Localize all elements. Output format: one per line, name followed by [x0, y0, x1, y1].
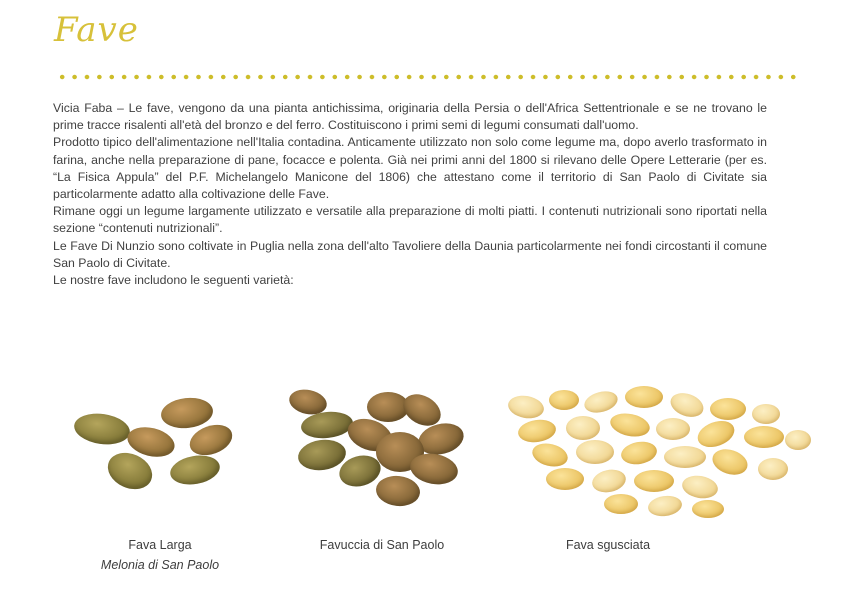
paragraph-varieties-intro: Le nostre fave includono le seguenti varietà: [53, 273, 294, 288]
body-text [53, 100, 767, 289]
caption-fava-sgusciata: Fava sgusciata [565, 538, 651, 552]
paragraph-cultivation: Le Fave Di Nunzio sono coltivate in Puglia nella zona dell'alto Tavoliere della Daunia particolarmente nei fondi circostanti il comune San Paolo di Civitate. [53, 238, 767, 270]
page-title: Fave [54, 10, 139, 50]
caption-fava-larga: Fava Larga [128, 538, 192, 552]
dotted-divider [56, 74, 800, 80]
paragraph-history: Prodotto tipico dell'alimentazione nell'Italia contadina. Anticamente utilizzato non solo come legume ma, dopo averlo trasformato in farina, anche nella preparazione di pane, focacce e polenta. Già nei primi anni del 1800 si rilevano delle Opere Letterarie (per es. “La Fisica Appula” del P.F. Michelangelo Manicone del 1806) che attestano come il territorio di San Paolo di Civitate sia particolarmente adatto alla coltivazione delle Fave. [53, 135, 767, 202]
paragraph-usage: Rimane oggi un legume largamente utilizzato e versatile alla preparazione di molti piatti. I contenuti nutrizionali sono riportati nella sezione “contenuti nutrizionali”. [53, 204, 767, 236]
caption-favuccia: Favuccia di San Paolo [319, 538, 445, 552]
paragraph-intro: Vicia Faba – Le fave, vengono da una pianta antichissima, originaria della Persia o dell'Africa Settentrionale e se ne trovano le prime tracce risalenti all'età del bronzo e del ferro. Costituiscono i primi semi di legumi consumati dall'uomo. [53, 101, 767, 133]
caption-fava-larga-subname: Melonia di San Paolo [100, 558, 220, 572]
